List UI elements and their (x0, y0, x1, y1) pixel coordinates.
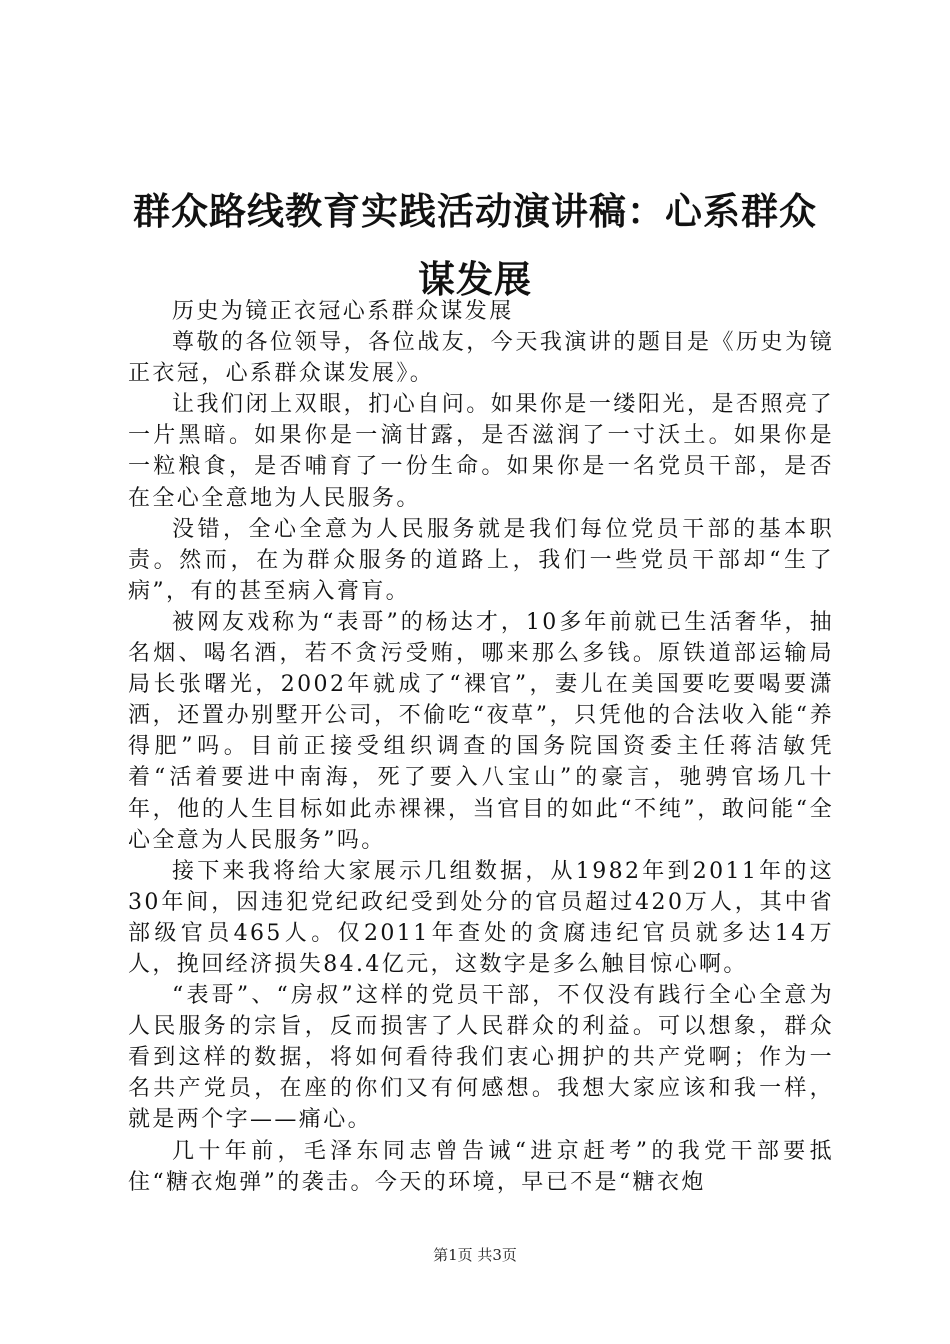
paragraph: 几十年前，毛泽东同志曾告诫“进京赶考”的我党干部要抵住“糖衣炮弹”的袭击。今天的环境，早已不是“糖衣炮 (128, 1138, 834, 1195)
paragraph: 被网友戏称为“表哥”的杨达才，10多年前就已生活奢华，抽名烟、喝名酒，若不贪污受贿，哪来那么多钱。原铁道部运输局局长张曙光，2002年就成了“裸官”，妻儿在美国要吃要喝要潇洒，还置办别墅开公司，不偷吃“夜草”，只凭他的合法收入能“养得肥”吗。目前正接受组织调查的国务院国资委主任蒋洁敏凭着“活着要进中南海，死了要入八宝山”的豪言，驰骋官场几十年，他的人生目标如此赤裸裸，当官目的如此“不纯”，敢问能“全心全意为人民服务”吗。 (128, 609, 834, 853)
paragraph: 让我们闭上双眼，扪心自问。如果你是一缕阳光，是否照亮了一片黑暗。如果你是一滴甘露，是否滋润了一寸沃土。如果你是一粒粮食，是否哺育了一份生命。如果你是一名党员干部，是否在全心全意地为人民服务。 (128, 392, 834, 511)
paragraph: 历史为镜正衣冠心系群众谋发展 (172, 299, 514, 324)
document-body (128, 296, 834, 1198)
paragraph: 尊敬的各位领导，各位战友，今天我演讲的题目是《历史为镜正衣冠，心系群众谋发展》。 (128, 330, 834, 387)
paragraph: 没错，全心全意为人民服务就是我们每位党员干部的基本职责。然而，在为群众服务的道路上，我们一些党员干部却“生了病”，有的甚至病入膏肓。 (128, 516, 834, 604)
document-title: 群众路线教育实践活动演讲稿：心系群众谋发展 (133, 190, 817, 301)
paragraph: “表哥”、“房叔”这样的党员干部，不仅没有践行全心全意为人民服务的宗旨，反而损害了人民群众的利益。可以想象，群众看到这样的数据，将如何看待我们衷心拥护的共产党啊；作为一名共产党员，在座的你们又有何感想。我想大家应该和我一样，就是两个字——痛心。 (128, 983, 834, 1133)
paragraph: 接下来我将给大家展示几组数据，从1982年到2011年的这30年间，因违犯党纪政纪受到处分的官员超过420万人，其中省部级官员465人。仅2011年查处的贪腐违纪官员就多达14万人，挽回经济损失84.4亿元，这数字是多么触目惊心啊。 (128, 858, 834, 977)
page-number-footer: 第1页 共3页 (433, 1246, 517, 1264)
